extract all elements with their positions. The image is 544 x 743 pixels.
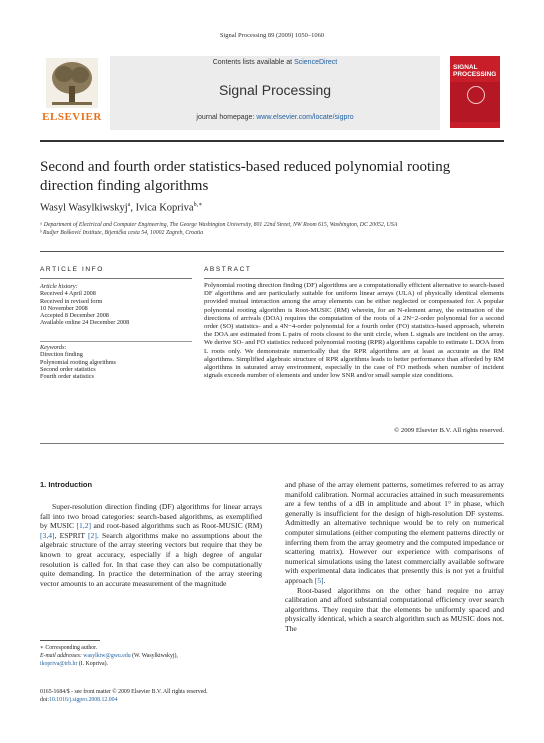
article-info-heading: ARTICLE INFO (40, 266, 104, 273)
journal-title: Signal Processing (218, 82, 332, 98)
history-item: 10 November 2008 (40, 304, 88, 312)
article-info-separator (40, 341, 192, 342)
footnote (40, 644, 262, 668)
homepage-label: journal homepage: (196, 114, 257, 121)
citation-link[interactable]: [2] (88, 530, 97, 540)
journal-reference: Signal Processing 89 (2009) 1050–1060 (219, 32, 325, 39)
intro-text: and root-based algorithms such as Root-MUSIC (RM) (91, 521, 262, 531)
intro-text: , ESPRIT (54, 530, 89, 540)
issn-block (40, 688, 280, 704)
author-2-affil: b,∗ (193, 202, 203, 208)
email-link-1[interactable]: wasylkiw@gwu.edu (83, 653, 131, 659)
intro-text: and phase of the array element patterns, sometimes referred to as array manifold calibration. Normal accuracies attained in such measurements are a few tenths of a dB in amplitude and about 1° in phase, which generally is insufficient for the design of high-resolution DF systems. Admittedly an alternative technique would be to rely on numerical computer simulations (either computing the element patterns directly or inferring them from the array geometry and the computed impedance or scattering matrix). However our experience with comparisons of numerical simulations using the latest commercially available software with experimental data indicates that presently this is not yet a fruitful approach (285, 480, 504, 585)
header-rule (40, 140, 504, 142)
doi-label: doi: (40, 697, 50, 703)
affiliation-a: ᵃ Department of Electrical and Computer Engineering, The George Washington University, 801 22nd Street, NW Room 615, Washington, DC 20052, USA (40, 222, 398, 228)
abstract-bottom-rule (40, 443, 504, 444)
keyword-item: Second order statistics (40, 365, 96, 373)
issn-line: 0165-1684/$ - see front matter © 2009 Elsevier B.V. All rights reserved. (40, 689, 208, 695)
author-separator: , (130, 202, 136, 214)
history-item: Received in revised form (40, 297, 103, 305)
email-label: E-mail addresses: (40, 653, 84, 659)
keywords (40, 344, 192, 380)
citation-link[interactable]: [5] (314, 575, 324, 585)
homepage-link[interactable]: www.elsevier.com/locate/sigpro (256, 114, 354, 121)
abstract-text: Polynomial rooting direction finding (DF) algorithms are a computationally efficient alternative to search-based DF algorithms and are particularly suitable for uniform linear arrays (ULA) of physically identical elements provided mutual interaction among the array elements can be either neglected or compensated for. A popular polynomial rooting algorithm is Root-MUSIC (RM) wherein, for an N-element array, the estimation of the directions of arrivals (DOA) requires the computation of the roots of a 2N−2-order polynomial for a second order (SO) statistics- and a 4N−4-order polynomial for a fourth order (FO) statistics-based approach, wherein the DOA are estimated from L pairs of roots closest to the unit circle, when L signals are incident on the array. We derive SO- and FO statistics reduced polynomial rooting (RPR) algorithms capable to estimate L DOA from L roots only. We demonstrate numerically that the RPR algorithms are at least as accurate as the RM algorithms. Simplified algebraic structure of RPR algorithms leads to better performance than afforded by RM algorithms in saturated array environment, especially in the case of FO methods when number of incident signals exceeds number of elements and under low SNR and/or small sample size conditions. (204, 282, 504, 380)
author-2: Ivica Kopriva (135, 202, 194, 214)
keyword-item: Polynomial rooting algorithms (40, 358, 116, 366)
citation-link[interactable]: [3,4] (40, 530, 55, 540)
article-info-rule (40, 278, 192, 279)
journal-masthead (110, 56, 440, 130)
abstract-heading: ABSTRACT (204, 266, 252, 273)
email-link-2[interactable]: ikopriva@irb.hr (40, 661, 78, 667)
intro-paragraph (285, 480, 504, 586)
history-item: Accepted 8 December 2008 (40, 312, 109, 320)
affiliation-b: ᵇ Rudjer Bošković Institute, Bijenička cesta 54, 10002 Zagreb, Croatia (40, 230, 204, 236)
author-1: Wasyl Wasylkiwskyj (40, 202, 128, 214)
article-history (40, 283, 192, 327)
cover-title (453, 64, 497, 78)
intro-right-column (285, 480, 504, 634)
contents-line (110, 59, 440, 66)
section-heading-introduction: 1. Introduction (40, 480, 93, 489)
cover-title-line-2: PROCESSING (453, 71, 497, 78)
abstract-rule (204, 278, 504, 279)
email-name-2: (I. Kopriva). (77, 661, 108, 667)
history-item: Available online 24 December 2008 (40, 319, 130, 327)
publisher-name: ELSEVIER (42, 111, 102, 123)
affiliation-rule (40, 251, 504, 252)
journal-homepage (110, 114, 440, 121)
history-item: Received 4 April 2008 (40, 290, 96, 298)
doi-link[interactable]: 10.1016/j.sigpro.2008.12.004 (49, 697, 118, 703)
elsevier-logo (42, 56, 102, 128)
email-addresses (40, 652, 262, 668)
intro-text: . (323, 575, 326, 585)
intro-paragraph: Root-based algorithms on the other hand require no array calibration and afford substantial computational efficiency over search algorithms. They require that the elements be uniformly spaced and physically identical, which a search algorithm such as MUSIC does not. The (285, 585, 504, 633)
abstract-copyright: © 2009 Elsevier B.V. All rights reserved. (394, 427, 504, 434)
email-name-1: (W. Wasylkiwskyj), (130, 653, 178, 659)
author-1-affil: a (127, 202, 131, 208)
keyword-item: Fourth order statistics (40, 373, 94, 381)
keywords-label: Keywords: (40, 344, 67, 351)
paper-title: Second and fourth order statistics-based reduced polynomial rooting direction finding algorithms (40, 159, 451, 194)
footnote-rule (40, 640, 100, 641)
tree-logo-icon (46, 58, 98, 108)
intro-text: Super-resolution direction finding (DF) algorithms for linear arrays fall into two broad categories: search-based algorithms, as exemplified by MUSIC (40, 502, 262, 531)
author-list (40, 201, 202, 214)
corresponding-author-note: ∗ Corresponding author. (40, 645, 98, 651)
history-label: Article history: (40, 283, 78, 290)
citation-link[interactable]: [1,2] (76, 521, 92, 531)
cover-title-line-1: SIGNAL (453, 64, 478, 71)
intro-left-column (40, 502, 262, 588)
sciencedirect-link[interactable]: ScienceDirect (294, 59, 338, 66)
cover-emblem-icon (467, 86, 485, 104)
contents-prefix: Contents lists available at (212, 59, 295, 66)
keyword-item: Direction finding (40, 351, 83, 359)
intro-text: . Search algorithms make no assumptions about the algebraic structure of the array steering vectors but require that they be known to great accuracy, especially if a high degree of angular resolution is called for. In that case they can also be computationally quite demanding. In practice the determination of the array steering vector amounts to an accurate measurement of the magnitude (40, 530, 262, 588)
journal-cover (450, 56, 500, 128)
doi-line (40, 696, 280, 704)
